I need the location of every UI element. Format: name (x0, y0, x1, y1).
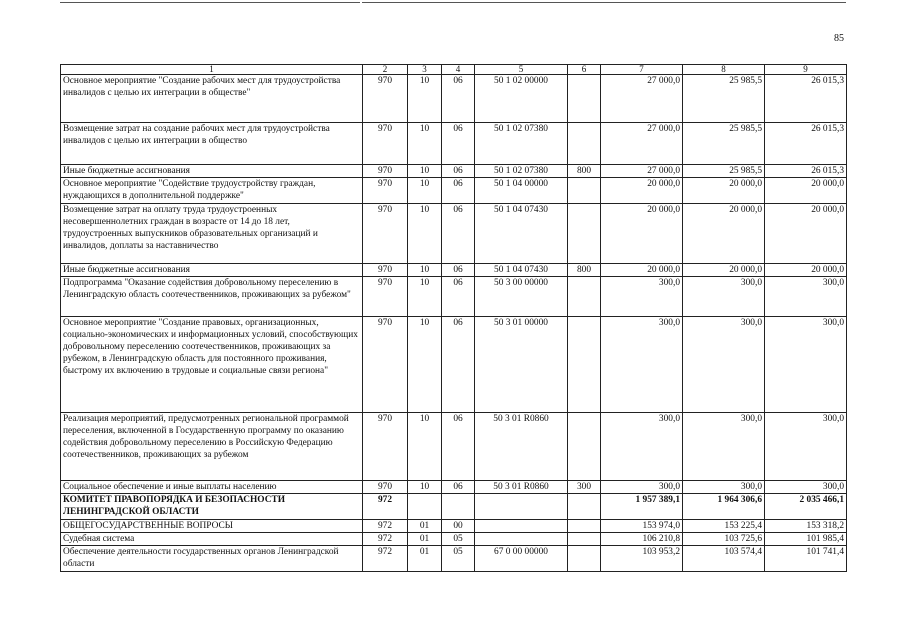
column-number-row (61, 65, 847, 75)
grbs-code-cell: 970 (363, 204, 408, 264)
expense-type-cell (568, 546, 601, 572)
target-article-cell: 50 3 01 R0860 (475, 413, 568, 481)
table-row (61, 165, 847, 178)
amount-year-3-cell: 26 015,3 (765, 165, 847, 178)
table-row (61, 264, 847, 277)
amount-year-3-cell: 300,0 (765, 277, 847, 317)
target-article-cell: 50 3 01 R0860 (475, 481, 568, 494)
table-row (61, 481, 847, 494)
amount-year-1-cell: 300,0 (601, 277, 683, 317)
table-row (61, 123, 847, 165)
amount-year-1-cell: 106 210,8 (601, 533, 683, 546)
section-code-cell: 10 (408, 317, 442, 413)
table-row (61, 533, 847, 546)
grbs-code-cell: 970 (363, 165, 408, 178)
column-header-8: 8 (683, 65, 765, 75)
amount-year-1-cell: 300,0 (601, 481, 683, 494)
amount-year-2-cell: 1 964 306,6 (683, 494, 765, 520)
subsection-code-cell: 06 (442, 317, 475, 413)
top-rule-right (362, 2, 846, 3)
column-header-6: 6 (568, 65, 601, 75)
amount-year-3-cell: 2 035 466,1 (765, 494, 847, 520)
row-name-cell: Основное мероприятие "Содействие трудоустройству граждан, нуждающихся в дополнительной поддержке" (61, 178, 363, 204)
column-header-3: 3 (408, 65, 442, 75)
expense-type-cell (568, 204, 601, 264)
amount-year-3-cell: 300,0 (765, 481, 847, 494)
subsection-code-cell: 06 (442, 165, 475, 178)
amount-year-2-cell: 103 725,6 (683, 533, 765, 546)
target-article-cell: 50 1 04 07430 (475, 204, 568, 264)
expense-type-cell: 300 (568, 481, 601, 494)
row-name-cell: Возмещение затрат на оплату труда трудоустроенных несовершеннолетних граждан в возрасте от 14 до 18 лет, трудоустроенных выпускников образовательных организаций и инвалидов, доплаты за наставничество (61, 204, 363, 264)
top-rule-left (60, 2, 360, 3)
expense-type-cell (568, 75, 601, 123)
amount-year-3-cell: 26 015,3 (765, 75, 847, 123)
amount-year-2-cell: 20 000,0 (683, 178, 765, 204)
table-row (61, 178, 847, 204)
amount-year-1-cell: 300,0 (601, 317, 683, 413)
subsection-code-cell: 06 (442, 481, 475, 494)
table-row (61, 204, 847, 264)
amount-year-3-cell: 300,0 (765, 413, 847, 481)
column-header-4: 4 (442, 65, 475, 75)
amount-year-3-cell: 101 985,4 (765, 533, 847, 546)
page-number: 85 (834, 33, 844, 44)
amount-year-3-cell: 20 000,0 (765, 204, 847, 264)
grbs-code-cell: 970 (363, 178, 408, 204)
amount-year-2-cell: 300,0 (683, 317, 765, 413)
grbs-code-cell: 970 (363, 413, 408, 481)
row-name-cell: Основное мероприятие "Создание правовых, организационных, социально-экономических и информационных условий, способствующих добровольному переселению соотечественников, проживающих за рубежом, в Ленинградскую область для постоянного проживания, быстрому их включению в трудовые и социальные связи региона" (61, 317, 363, 413)
grbs-code-cell: 970 (363, 317, 408, 413)
grbs-code-cell: 972 (363, 546, 408, 572)
amount-year-2-cell: 153 225,4 (683, 520, 765, 533)
amount-year-2-cell: 300,0 (683, 481, 765, 494)
expense-type-cell (568, 317, 601, 413)
subsection-code-cell: 06 (442, 264, 475, 277)
row-name-cell: Судебная система (61, 533, 363, 546)
budget-table (60, 64, 847, 572)
amount-year-1-cell: 20 000,0 (601, 178, 683, 204)
amount-year-1-cell: 20 000,0 (601, 204, 683, 264)
section-code-cell: 01 (408, 546, 442, 572)
section-code-cell: 01 (408, 533, 442, 546)
target-article-cell (475, 520, 568, 533)
row-name-cell: ОБЩЕГОСУДАРСТВЕННЫЕ ВОПРОСЫ (61, 520, 363, 533)
column-header-1: 1 (61, 65, 363, 75)
section-code-cell: 10 (408, 178, 442, 204)
target-article-cell: 50 1 04 07430 (475, 264, 568, 277)
section-code-cell: 10 (408, 75, 442, 123)
section-code-cell: 10 (408, 165, 442, 178)
target-article-cell: 67 0 00 00000 (475, 546, 568, 572)
grbs-code-cell: 970 (363, 123, 408, 165)
grbs-code-cell: 972 (363, 533, 408, 546)
grbs-code-cell: 970 (363, 264, 408, 277)
amount-year-2-cell: 300,0 (683, 277, 765, 317)
expense-type-cell (568, 533, 601, 546)
subsection-code-cell: 06 (442, 123, 475, 165)
subsection-code-cell: 00 (442, 520, 475, 533)
row-name-cell: Иные бюджетные ассигнования (61, 264, 363, 277)
amount-year-1-cell: 153 974,0 (601, 520, 683, 533)
target-article-cell (475, 494, 568, 520)
subsection-code-cell: 06 (442, 413, 475, 481)
subsection-code-cell (442, 494, 475, 520)
grbs-code-cell: 970 (363, 481, 408, 494)
amount-year-1-cell: 27 000,0 (601, 165, 683, 178)
amount-year-2-cell: 103 574,4 (683, 546, 765, 572)
target-article-cell: 50 1 02 07380 (475, 165, 568, 178)
subsection-code-cell: 06 (442, 75, 475, 123)
amount-year-2-cell: 25 985,5 (683, 75, 765, 123)
column-header-7: 7 (601, 65, 683, 75)
amount-year-1-cell: 1 957 389,1 (601, 494, 683, 520)
subsection-code-cell: 06 (442, 178, 475, 204)
amount-year-1-cell: 27 000,0 (601, 75, 683, 123)
section-code-cell: 10 (408, 204, 442, 264)
section-code-cell: 10 (408, 123, 442, 165)
target-article-cell: 50 1 02 07380 (475, 123, 568, 165)
target-article-cell: 50 1 04 00000 (475, 178, 568, 204)
column-header-9: 9 (765, 65, 847, 75)
table-row (61, 546, 847, 572)
grbs-code-cell: 970 (363, 277, 408, 317)
row-name-cell: Социальное обеспечение и иные выплаты населению (61, 481, 363, 494)
subsection-code-cell: 05 (442, 546, 475, 572)
amount-year-2-cell: 25 985,5 (683, 123, 765, 165)
row-name-cell: КОМИТЕТ ПРАВОПОРЯДКА И БЕЗОПАСНОСТИ ЛЕНИНГРАДСКОЙ ОБЛАСТИ (61, 494, 363, 520)
section-code-cell: 10 (408, 413, 442, 481)
expense-type-cell (568, 520, 601, 533)
target-article-cell: 50 3 00 00000 (475, 277, 568, 317)
target-article-cell: 50 1 02 00000 (475, 75, 568, 123)
grbs-code-cell: 972 (363, 494, 408, 520)
target-article-cell: 50 3 01 00000 (475, 317, 568, 413)
row-name-cell: Возмещение затрат на создание рабочих мест для трудоустройства инвалидов с целью их интеграции в общество (61, 123, 363, 165)
section-code-cell: 01 (408, 520, 442, 533)
grbs-code-cell: 972 (363, 520, 408, 533)
amount-year-3-cell: 153 318,2 (765, 520, 847, 533)
subsection-code-cell: 05 (442, 533, 475, 546)
amount-year-2-cell: 20 000,0 (683, 264, 765, 277)
column-header-5: 5 (475, 65, 568, 75)
row-name-cell: Подпрограмма "Оказание содействия добровольному переселению в Ленинградскую область соотечественников, проживающих за рубежом" (61, 277, 363, 317)
row-name-cell: Обеспечение деятельности государственных органов Ленинградской области (61, 546, 363, 572)
row-name-cell: Иные бюджетные ассигнования (61, 165, 363, 178)
table-row (61, 413, 847, 481)
amount-year-2-cell: 25 985,5 (683, 165, 765, 178)
expense-type-cell (568, 178, 601, 204)
grbs-code-cell: 970 (363, 75, 408, 123)
amount-year-3-cell: 101 741,4 (765, 546, 847, 572)
column-header-2: 2 (363, 65, 408, 75)
amount-year-3-cell: 300,0 (765, 317, 847, 413)
section-code-cell: 10 (408, 264, 442, 277)
table-row (61, 317, 847, 413)
expense-type-cell (568, 413, 601, 481)
expense-type-cell (568, 494, 601, 520)
amount-year-3-cell: 20 000,0 (765, 178, 847, 204)
subsection-code-cell: 06 (442, 204, 475, 264)
section-code-cell: 10 (408, 277, 442, 317)
target-article-cell (475, 533, 568, 546)
row-name-cell: Реализация мероприятий, предусмотренных региональной программой переселения, включенной в Государственную программу по оказанию содействия добровольному переселению в Российскую Федерацию соотечественников, проживающих за рубежом (61, 413, 363, 481)
section-code-cell (408, 494, 442, 520)
amount-year-3-cell: 20 000,0 (765, 264, 847, 277)
expense-type-cell: 800 (568, 165, 601, 178)
table-row (61, 494, 847, 520)
table-body (61, 75, 847, 572)
amount-year-1-cell: 103 953,2 (601, 546, 683, 572)
amount-year-1-cell: 27 000,0 (601, 123, 683, 165)
amount-year-1-cell: 20 000,0 (601, 264, 683, 277)
expense-type-cell (568, 123, 601, 165)
expense-type-cell (568, 277, 601, 317)
amount-year-2-cell: 300,0 (683, 413, 765, 481)
expense-type-cell: 800 (568, 264, 601, 277)
table-row (61, 277, 847, 317)
amount-year-3-cell: 26 015,3 (765, 123, 847, 165)
amount-year-2-cell: 20 000,0 (683, 204, 765, 264)
table-row (61, 75, 847, 123)
table-row (61, 520, 847, 533)
row-name-cell: Основное мероприятие "Создание рабочих мест для трудоустройства инвалидов с целью их интеграции в обществе" (61, 75, 363, 123)
subsection-code-cell: 06 (442, 277, 475, 317)
amount-year-1-cell: 300,0 (601, 413, 683, 481)
section-code-cell: 10 (408, 481, 442, 494)
